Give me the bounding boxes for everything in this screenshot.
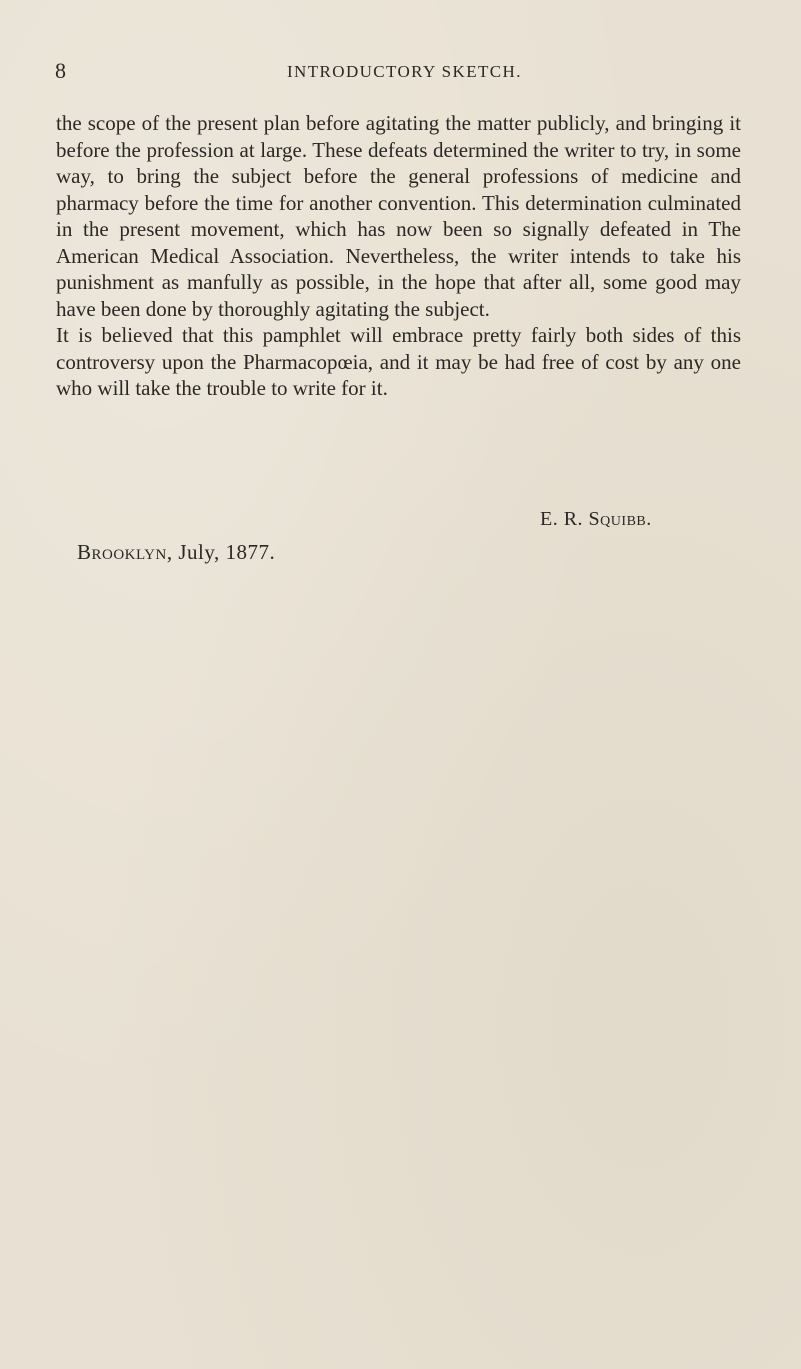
signature-text: E. R. Squibb. bbox=[540, 508, 652, 530]
place-date-line bbox=[77, 539, 275, 565]
paragraph: It is believed that this pamphlet will embrace pretty fairly both sides of this controversy upon the Pharmacopœia, and it may be had free of cost by any one who will take the trouble to write for it. bbox=[56, 323, 741, 400]
author-signature bbox=[540, 506, 652, 532]
running-title: INTRODUCTORY SKETCH. bbox=[287, 62, 522, 81]
place: Brooklyn, bbox=[77, 540, 173, 564]
running-header bbox=[55, 58, 755, 84]
body-text bbox=[56, 110, 741, 402]
paragraph: the scope of the present plan before agitating the matter publicly, and bringing it before the profession at large. These defeats determined the writer to try, in some way, to bring the subject before the general professions of medicine and pharmacy before the time for another convention. This determination culminated in the present movement, which has now been so signally defeated in The American Medical Association. Nevertheless, the writer intends to take his punishment as manfully as possible, in the hope that after all, some good may have been done by thoroughly agitating the subject. bbox=[56, 111, 741, 321]
page-number: 8 bbox=[55, 58, 66, 83]
date: July, 1877. bbox=[178, 540, 276, 564]
